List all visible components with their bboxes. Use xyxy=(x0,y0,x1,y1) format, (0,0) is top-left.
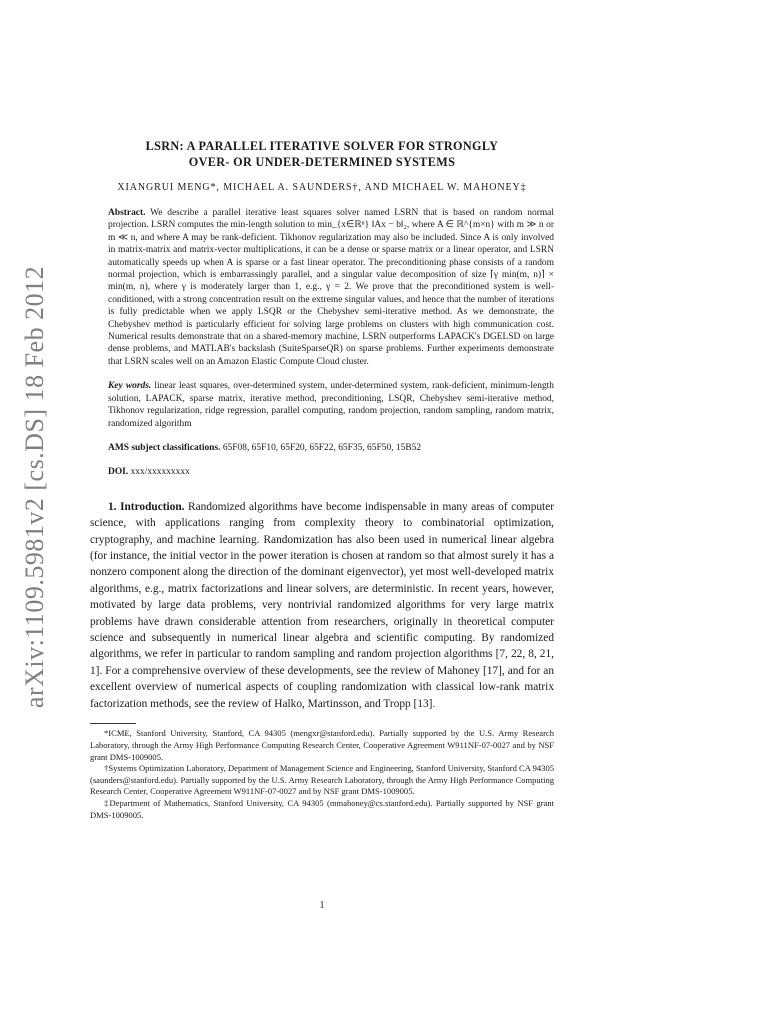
keywords xyxy=(108,380,554,430)
doi xyxy=(108,466,554,478)
footnote-2: †Systems Optimization Laboratory, Department of Management Science and Engineering, Stanford University, Stanford CA 94305 (saunders@stanford.edu). Partially supported by the U.S. Army Research Laboratory, through the Army High Performance Computing Research Center, Cooperative Agreement W911NF-07-0027 and by NSF grant DMS-1009005. xyxy=(90,763,554,797)
ams-label: AMS subject classifications. xyxy=(108,442,221,453)
title-line-1: LSRN: A PARALLEL ITERATIVE SOLVER FOR STRONGLY xyxy=(145,139,499,153)
abstract xyxy=(108,207,554,368)
abstract-text: We describe a parallel iterative least squares solver named LSRN that is based on random normal projection. LSRN computes the min-length solution to min_{x∈ℝⁿ} ‖Ax − b‖₂, where A ∈ ℝ^{m×n} with m ≫ n or m ≪ n, and where A may be rank-deficient. Tikhonov regularization may also be included. Since A is only involved in matrix-matrix and matrix-vector multiplications, it can be a dense or sparse matrix or a linear operator, and LSRN automatically speeds up when A is sparse or a fast linear operator. The preconditioning phase consists of a random normal projection, which is embarrassingly parallel, and a singular value decomposition of size ⌈γ min(m, n)⌉ × min(m, n), where γ is moderately larger than 1, e.g., γ = 2. We prove that the preconditioned system is well-conditioned, with a strong concentration result on the extreme singular values, and hence that the number of iterations is fully predictable when we apply LSQR or the Chebyshev semi-iterative method. As we demonstrate, the Chebyshev method is particularly efficient for solving large problems on clusters with high communication cost. Numerical results demonstrate that on a shared-memory machine, LSRN outperforms LAPACK's DGELSD on large dense problems, and MATLAB's backslash (SuiteSparseQR) on sparse problems. Further experiments demonstrate that LSRN scales well on an Amazon Elastic Compute Cloud cluster. xyxy=(108,208,554,367)
doi-text: xxx/xxxxxxxxx xyxy=(130,467,190,478)
paper-title xyxy=(90,138,554,170)
ams-classifications xyxy=(108,442,554,454)
ams-text: 65F08, 65F10, 65F20, 65F22, 65F35, 65F50, 15B52 xyxy=(222,442,422,453)
doi-label: DOI. xyxy=(108,467,129,478)
title-line-2: OVER- OR UNDER-DETERMINED SYSTEMS xyxy=(188,155,456,169)
introduction-text: Randomized algorithms have become indispensable in many areas of computer science, with applications ranging from complexity theory to combinatorial optimization, cryptography, and machine learning. Randomization has also been used in numerical linear algebra (for instance, the initial vector in the power iteration is chosen at random so that almost surely it has a nonzero component along the direction of the dominant eigenvector), yet most well-developed matrix algorithms, e.g., matrix factorizations and linear solvers, are deterministic. In recent years, however, motivated by large data problems, very nontrivial randomized algorithms for very large matrix problems have drawn considerable attention from researchers, originally in theoretical computer science and subsequently in numerical linear algebra and scientific computing. By randomized algorithms, we refer in particular to random sampling and random projection algorithms [7, 22, 8, 21, 1]. For a comprehensive overview of these developments, see the review of Mahoney [17], and for an excellent overview of numerical aspects of coupling randomization with classical low-rank matrix factorization methods, see the review of Halko, Martinsson, and Tropp [13]. xyxy=(90,500,555,710)
footnote-rule xyxy=(90,723,136,724)
paper-page xyxy=(90,138,554,821)
keywords-label: Key words. xyxy=(108,381,152,392)
arxiv-identifier-text: arXiv:1109.5981v2 [cs.DS] 18 Feb 2012 xyxy=(20,265,50,709)
footnote-3: ‡Department of Mathematics, Stanford University, CA 94305 (mmahoney@cs.stanford.edu). Partially supported by NSF grant DMS-1009005. xyxy=(90,797,554,820)
page-number: 1 xyxy=(319,900,325,911)
introduction-section xyxy=(90,499,554,712)
author-list: XIANGRUI MENG*, MICHAEL A. SAUNDERS†, AND MICHAEL W. MAHONEY‡ xyxy=(117,182,527,193)
arxiv-identifier-stamp xyxy=(2,265,68,709)
keywords-text: linear least squares, over-determined system, under-determined system, rank-deficient, minimum-length solution, LAPACK, sparse matrix, iterative method, preconditioning, LSQR, Chebyshev semi-iterative method, Tikhonov regularization, ridge regression, parallel computing, random projection, random sampling, random matrix, randomized algorithm xyxy=(108,381,554,429)
abstract-label: Abstract. xyxy=(108,208,146,218)
section-heading: 1. Introduction. xyxy=(108,500,185,513)
footnote-1: *ICME, Stanford University, Stanford, CA 94305 (mengxr@stanford.edu). Partially supported by the U.S. Army Research Laboratory, through the Army High Performance Computing Research Center, Cooperative Agreement W911NF-07-0027 and by NSF grant DMS-1009005. xyxy=(90,728,554,762)
